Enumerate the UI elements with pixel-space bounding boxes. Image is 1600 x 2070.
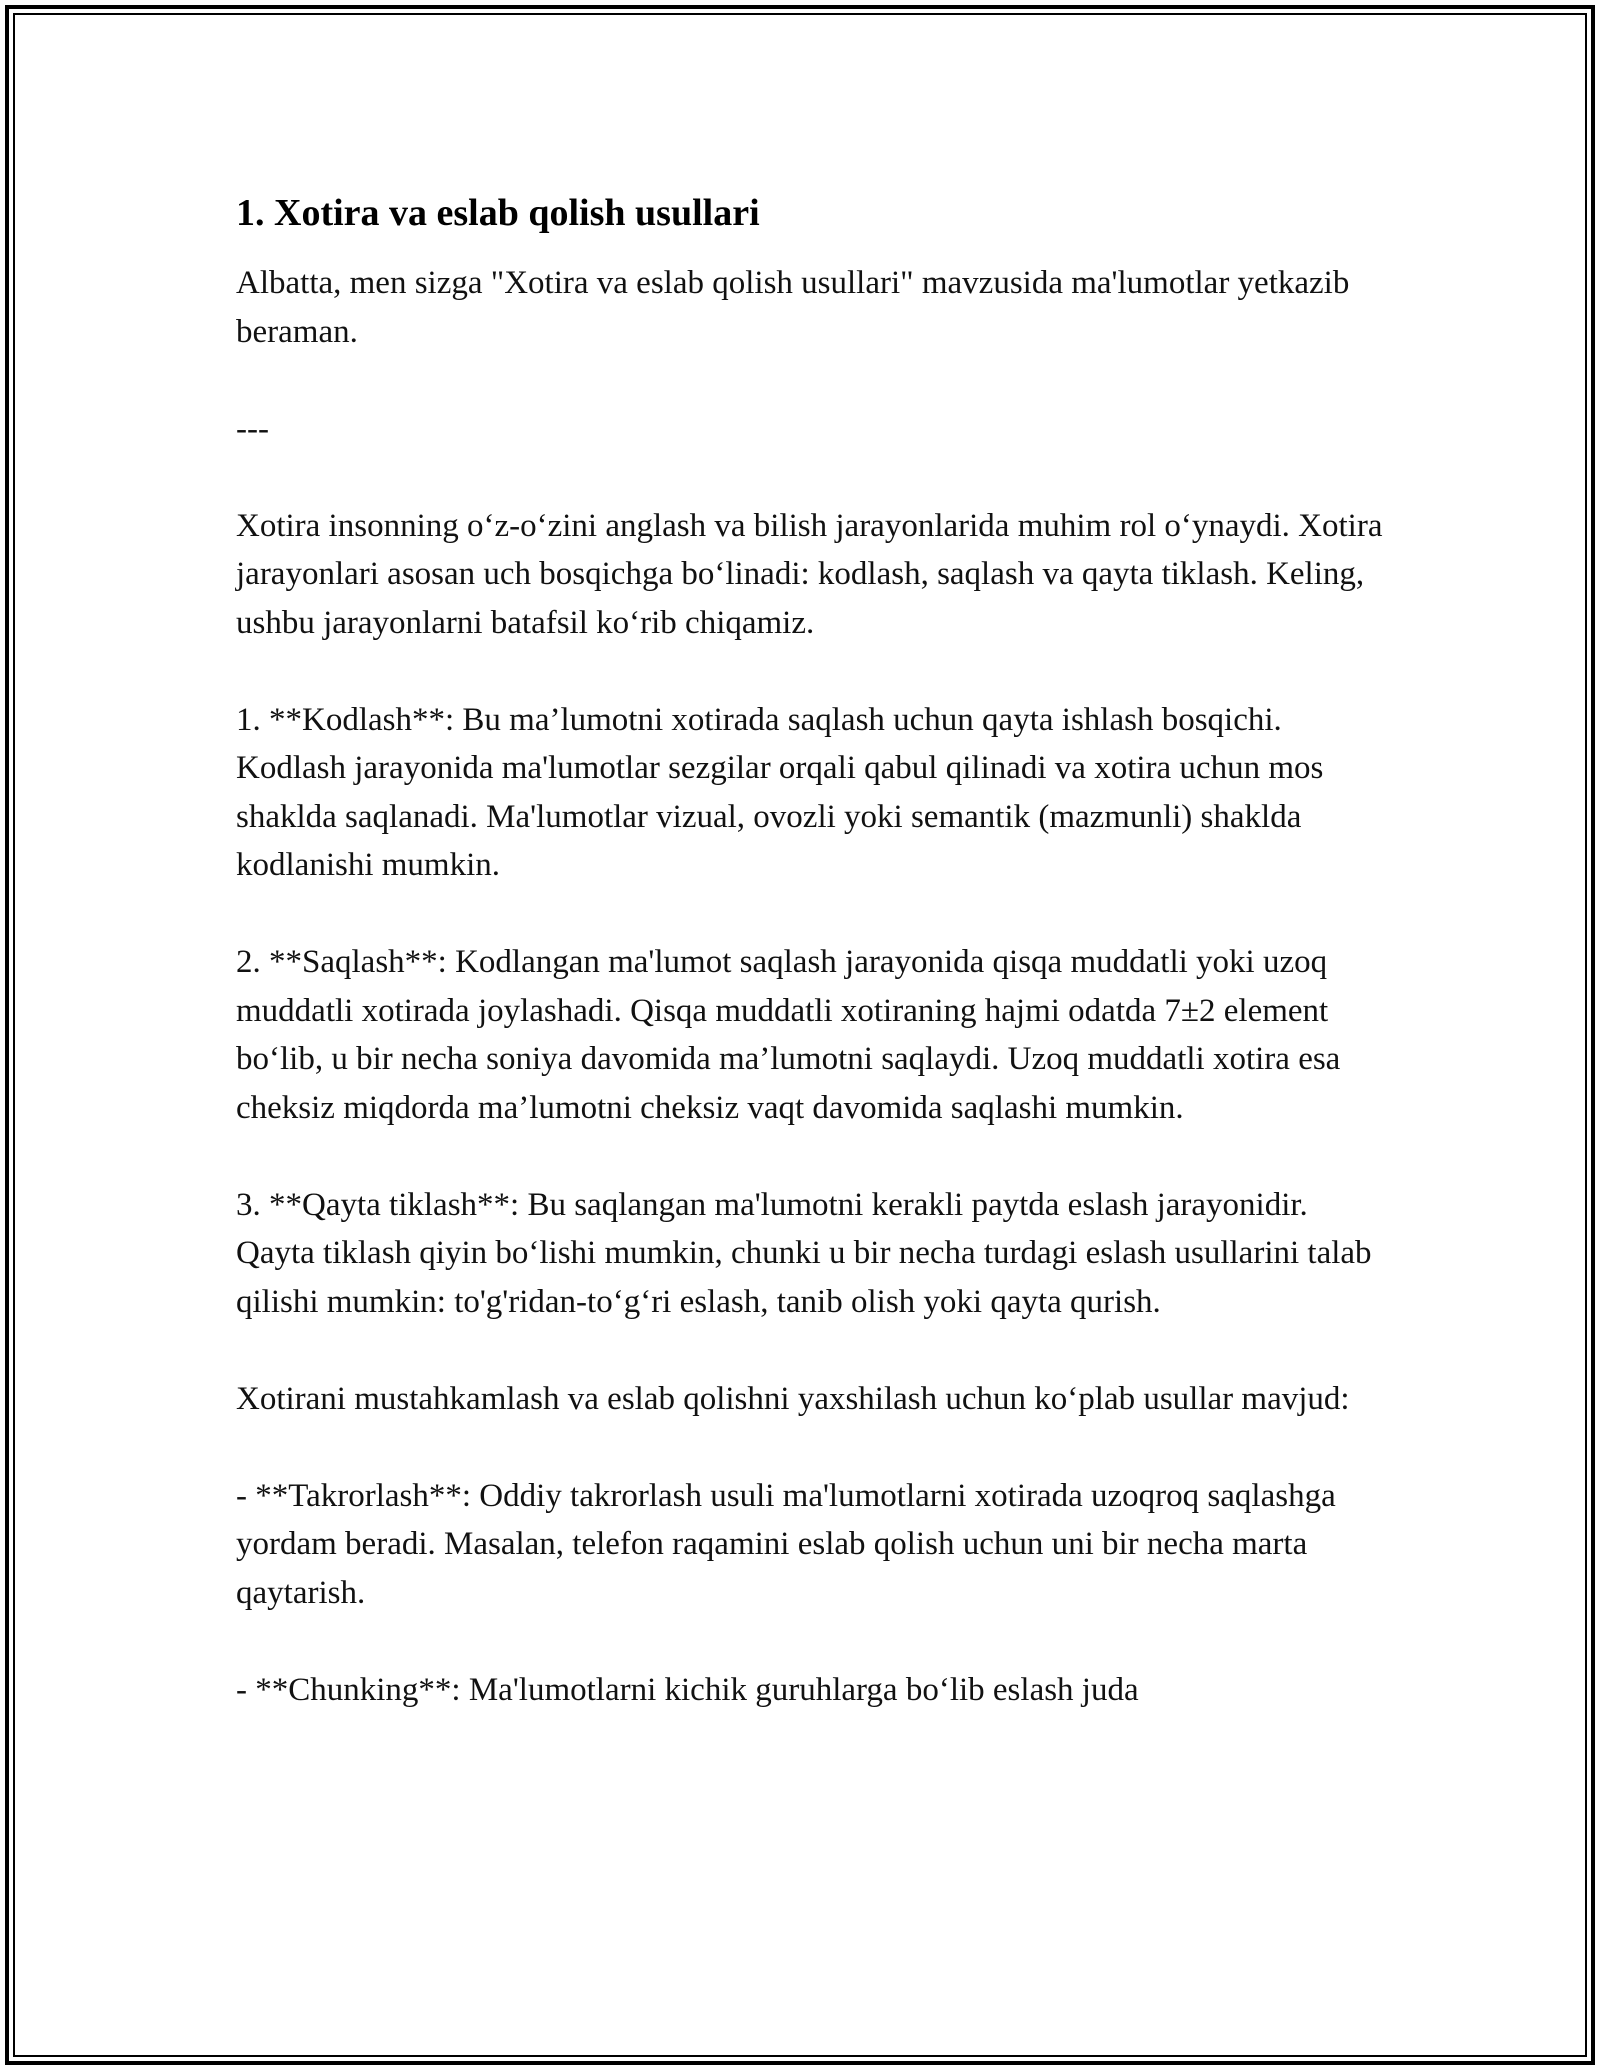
- repetition-list-item: - **Takrorlash**: Oddiy takrorlash usuli ma'lumotlarni xotirada uzoqroq saqlashga yordam beradi. Masalan, telefon raqamini eslab qolish uchun uni bir necha marta qaytarish.: [236, 1477, 1336, 1611]
- methods-intro-paragraph: Xotirani mustahkamlash va eslab qolishni yaxshilash uchun ko‘plab usullar mavjud:: [236, 1380, 1350, 1417]
- document-title: 1. Xotira va eslab qolish usullari: [236, 192, 760, 234]
- encoding-paragraph: 1. **Kodlash**: Bu ma’lumotni xotirada saqlash uchun qayta ishlash bosqichi. Kodlash jarayonida ma'lumotlar sezgilar orqali qabul qilinadi va xotira uchun mos shaklda saqlanadi. Ma'lumotlar vizual, ovozli yoki semantik (mazmunli) shaklda kodlanishi mumkin.: [236, 701, 1324, 883]
- separator-text: ---: [236, 410, 269, 447]
- storage-paragraph: 2. **Saqlash**: Kodlangan ma'lumot saqlash jarayonida qisqa muddatli yoki uzoq muddatli xotirada joylashadi. Qisqa muddatli xotiraning hajmi odatda 7±2 element bo‘lib, u bir necha soniya davomida ma’lumotni saqlaydi. Uzoq muddatli xotira esa cheksiz miqdorda ma’lumotni cheksiz vaqt davomida saqlashi mumkin.: [236, 944, 1341, 1126]
- document-body: [236, 187, 1386, 1763]
- overview-paragraph: Xotira insonning o‘z-o‘zini anglash va bilish jarayonlarida muhim rol o‘ynaydi. Xotira jarayonlari asosan uch bosqichga bo‘linadi: kodlash, saqlash va qayta tiklash. Keling, ushbu jarayonlarni batafsil ko‘rib chiqamiz.: [236, 507, 1383, 641]
- intro-paragraph: Albatta, men sizga "Xotira va eslab qolish usullari" mavzusida ma'lumotlar yetkazib beraman.: [236, 265, 1350, 350]
- chunking-list-item: - **Chunking**: Ma'lumotlarni kichik guruhlarga bo‘lib eslash juda: [236, 1671, 1139, 1708]
- retrieval-paragraph: 3. **Qayta tiklash**: Bu saqlangan ma'lumotni kerakli paytda eslash jarayonidir. Qayta tiklash qiyin bo‘lishi mumkin, chunki u bir necha turdagi eslash usullarini talab qilishi mumkin: to'g'ridan-to‘g‘ri eslash, tanib olish yoki qayta qurish.: [236, 1186, 1372, 1320]
